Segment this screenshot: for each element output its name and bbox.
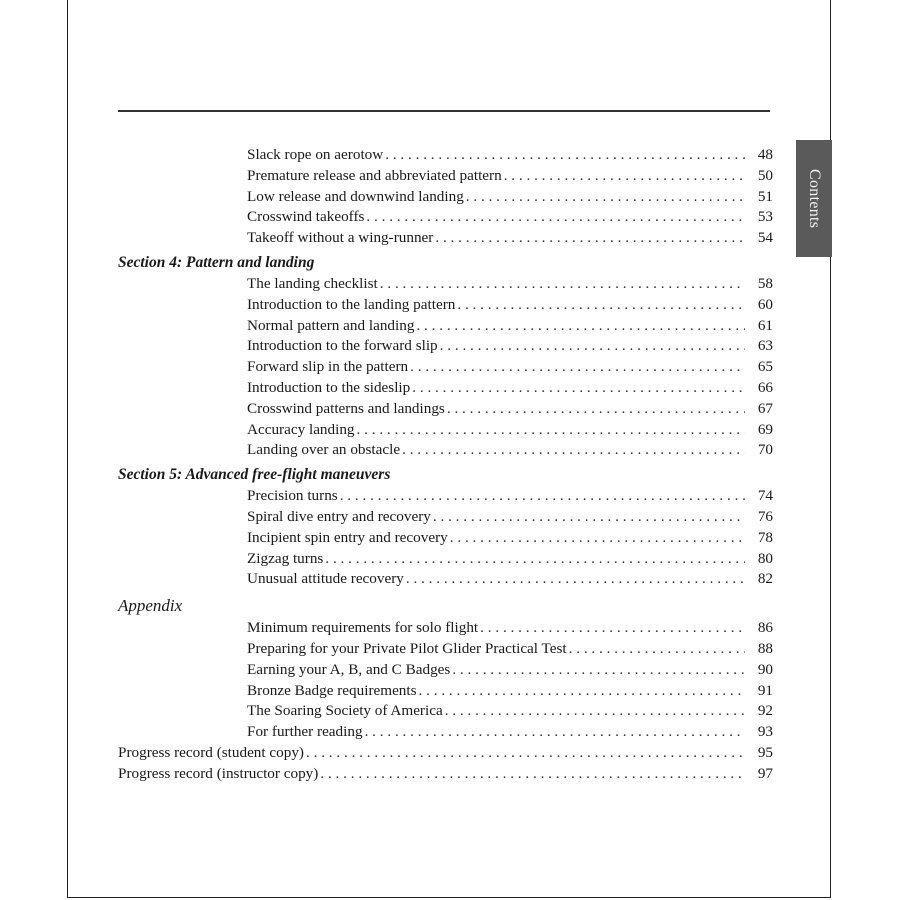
toc-entry[interactable] — [118, 743, 773, 764]
leader-dots — [440, 336, 745, 357]
leader-dots — [410, 357, 745, 378]
leader-dots — [457, 295, 745, 316]
toc-entry[interactable] — [118, 399, 773, 420]
toc-entry-page: 70 — [757, 441, 773, 459]
toc-entry[interactable] — [118, 618, 773, 639]
toc-entry[interactable] — [118, 166, 773, 187]
leader-dots — [412, 378, 745, 399]
contents-tab — [796, 140, 832, 257]
leader-dots — [365, 722, 745, 743]
toc-entry[interactable] — [118, 357, 773, 378]
toc-entry-title: Unusual attitude recovery — [247, 570, 404, 588]
toc-entry-title: Forward slip in the pattern — [247, 358, 409, 376]
toc-entry[interactable] — [118, 528, 773, 549]
toc-entry-title: Earning your A, B, and C Badges — [247, 660, 451, 678]
toc-entry-title: For further reading — [247, 723, 363, 741]
leader-dots — [380, 274, 745, 295]
contents-tab-label: Contents — [806, 168, 823, 229]
leader-dots — [357, 420, 745, 441]
toc-entry-title: Spiral dive entry and recovery — [247, 507, 431, 525]
toc-entry[interactable] — [118, 701, 773, 722]
toc-entry-page: 92 — [757, 702, 773, 720]
toc-entry-page: 78 — [757, 528, 773, 546]
toc-entry-page: 86 — [757, 619, 773, 637]
toc-entry-title: Preparing for your Private Pilot Glider Practical Test — [247, 639, 567, 657]
toc-entry[interactable] — [118, 336, 773, 357]
section-heading: Section 4: Pattern and landing — [118, 253, 315, 271]
toc-entry-title: Precision turns — [247, 487, 338, 505]
leader-dots — [320, 764, 745, 785]
leader-dots — [452, 660, 745, 681]
toc-entry[interactable] — [118, 660, 773, 681]
leader-dots — [402, 440, 745, 461]
toc-entry[interactable] — [118, 207, 773, 228]
toc-entry-title: Premature release and abbreviated pattern — [247, 166, 502, 184]
toc-entry[interactable] — [118, 228, 773, 249]
toc-entry-page: 66 — [757, 378, 773, 396]
leader-dots — [419, 681, 745, 702]
toc-entry-page: 82 — [757, 570, 773, 588]
toc-entry-title: The Soaring Society of America — [247, 702, 443, 720]
leader-dots — [416, 316, 745, 337]
table-of-contents — [118, 145, 773, 785]
toc-entry[interactable] — [118, 316, 773, 337]
toc-entry-title: Takeoff without a wing-runner — [247, 229, 434, 247]
toc-entry-title: Introduction to the landing pattern — [247, 295, 456, 313]
toc-entry-title: Introduction to the forward slip — [247, 337, 438, 355]
toc-entry-title: Minimum requirements for solo flight — [247, 619, 479, 637]
leader-dots — [569, 639, 745, 660]
toc-entry-title: Bronze Badge requirements — [247, 681, 417, 699]
toc-entry-page: 65 — [757, 358, 773, 376]
toc-entry-title: Landing over an obstacle — [247, 441, 401, 459]
leader-dots — [450, 528, 745, 549]
toc-entry-page: 51 — [757, 187, 773, 205]
toc-entry-page: 88 — [757, 639, 773, 657]
toc-entry[interactable] — [118, 440, 773, 461]
toc-entry-title: Progress record (instructor copy) — [118, 764, 319, 782]
toc-entry-page: 93 — [757, 723, 773, 741]
leader-dots — [325, 549, 745, 570]
toc-entry-page: 58 — [757, 274, 773, 292]
leader-dots — [447, 399, 745, 420]
toc-entry-page: 61 — [757, 316, 773, 334]
toc-entry-page: 60 — [757, 295, 773, 313]
toc-entry-title: Low release and downwind landing — [247, 187, 464, 205]
toc-entry[interactable] — [118, 378, 773, 399]
toc-entry[interactable] — [118, 187, 773, 208]
leader-dots — [433, 507, 745, 528]
toc-entry-title: Zigzag turns — [247, 549, 324, 567]
toc-entry-page: 50 — [757, 166, 773, 184]
toc-entry-title: Accuracy landing — [247, 420, 355, 438]
toc-entry[interactable] — [118, 549, 773, 570]
toc-entry-title: Slack rope on aerotow — [247, 146, 384, 163]
leader-dots — [445, 701, 745, 722]
leader-dots — [480, 618, 745, 639]
toc-entry-page: 63 — [757, 337, 773, 355]
toc-entry-page: 90 — [757, 660, 773, 678]
toc-entry[interactable] — [118, 420, 773, 441]
toc-entry[interactable] — [118, 295, 773, 316]
toc-entry-title: The landing checklist — [247, 274, 378, 292]
toc-entry-title: Crosswind patterns and landings — [247, 399, 445, 417]
toc-entry[interactable] — [118, 681, 773, 702]
toc-entry-page: 53 — [757, 208, 773, 226]
leader-dots — [435, 228, 745, 249]
toc-entry[interactable] — [118, 145, 773, 166]
appendix-heading: Appendix — [118, 596, 183, 616]
toc-entry[interactable] — [118, 569, 773, 590]
header-rule — [118, 110, 770, 112]
toc-entry[interactable] — [118, 486, 773, 507]
toc-entry-title: Crosswind takeoffs — [247, 208, 365, 226]
leader-dots — [406, 569, 745, 590]
toc-entry-page: 69 — [757, 420, 773, 438]
toc-entry-title: Progress record (student copy) — [118, 743, 304, 761]
leader-dots — [466, 187, 745, 208]
toc-entry-page: 76 — [757, 507, 773, 525]
toc-entry[interactable] — [118, 764, 773, 785]
leader-dots — [385, 145, 745, 166]
toc-entry-title: Normal pattern and landing — [247, 316, 415, 334]
toc-entry[interactable] — [118, 274, 773, 295]
toc-entry-page: 54 — [757, 229, 773, 247]
toc-entry-page: 74 — [757, 487, 773, 505]
section-heading: Section 5: Advanced free-flight maneuvers — [118, 466, 391, 484]
leader-dots — [504, 166, 745, 187]
leader-dots — [366, 207, 745, 228]
toc-entry[interactable] — [118, 722, 773, 743]
toc-entry[interactable] — [118, 639, 773, 660]
leader-dots — [340, 486, 745, 507]
toc-entry-page: 80 — [757, 549, 773, 567]
toc-entry[interactable] — [118, 507, 773, 528]
toc-entry-page: 91 — [757, 681, 773, 699]
leader-dots — [306, 743, 745, 764]
toc-entry-page: 97 — [757, 764, 773, 782]
toc-entry-title: Introduction to the sideslip — [247, 378, 411, 396]
toc-entry-page: 48 — [757, 146, 773, 163]
toc-entry-page: 67 — [757, 399, 773, 417]
toc-entry-page: 95 — [757, 743, 773, 761]
book-page — [67, 0, 831, 898]
toc-entry-title: Incipient spin entry and recovery — [247, 528, 448, 546]
